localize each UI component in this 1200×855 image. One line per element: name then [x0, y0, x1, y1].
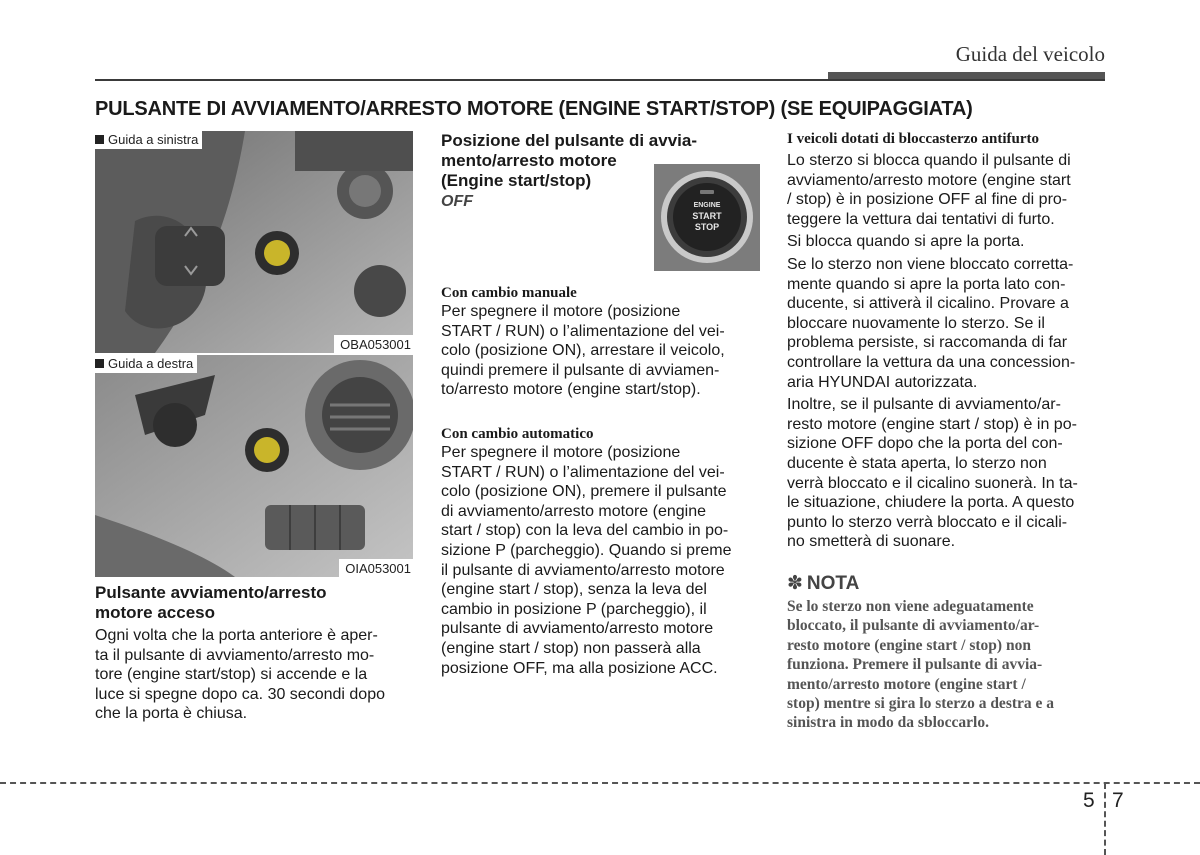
text-line: aria HYUNDAI autorizzata. — [787, 373, 978, 391]
square-bullet-icon — [95, 359, 104, 368]
text-line: verrà bloccato e il cicalino suonerà. In ta- — [787, 474, 1078, 492]
text-line: avviamento/arresto motore (engine start — [787, 171, 1071, 189]
footer-dashed-rule — [0, 782, 1200, 784]
text-line: mente quando si apre la porta lato con- — [787, 275, 1066, 293]
column-right — [787, 131, 1107, 733]
text-line: Ogni volta che la porta anteriore è aper- — [95, 627, 378, 644]
note-line: stop) mentre si gira lo sterzo a destra e a — [787, 694, 1055, 712]
square-bullet-icon — [95, 135, 104, 144]
dashboard-photo-lhd — [95, 131, 413, 353]
note-line: sinistra in modo da sbloccarlo. — [787, 714, 989, 732]
subheading-manual: Con cambio manuale — [441, 285, 577, 301]
text-line: colo (posizione ON), premere il pulsante — [441, 483, 727, 501]
figure-caption-text: Guida a sinistra — [108, 132, 199, 147]
note-line: funziona. Premere il pulsante di avvia- — [787, 656, 1043, 674]
text-line: Inoltre, se il pulsante di avviamento/ar- — [787, 396, 1061, 414]
text-line: sizione OFF dopo che la porta del con- — [787, 435, 1063, 453]
text-line: che la porta è chiusa. — [95, 705, 248, 723]
running-header-title: Guida del veicolo — [955, 42, 1105, 66]
figure-left-hand-drive — [95, 131, 413, 353]
subheading-off: OFF — [441, 193, 473, 210]
note-line: resto motore (engine start / stop) non — [787, 636, 1031, 654]
text-line: resto motore (engine start / stop) è in po- — [787, 415, 1077, 433]
text-line: ta il pulsante di avviamento/arresto mo- — [95, 646, 375, 664]
figure-code: OBA053001 — [334, 335, 413, 353]
note-body — [787, 597, 1107, 733]
column-left — [95, 131, 413, 724]
text-line: il pulsante di avviamento/arresto motore — [441, 561, 725, 579]
note-line: bloccato, il pulsante di avviamento/ar- — [787, 617, 1040, 635]
column-middle — [441, 131, 759, 678]
text-line: (engine start / stop) non passerà alla — [441, 639, 701, 657]
heading-line: (Engine start/stop) — [441, 171, 592, 190]
start-stop-button-icon — [654, 164, 760, 271]
text-line: sizione P (parcheggio). Quando si preme — [441, 541, 732, 559]
text-line: quindi premere il pulsante di avviamen- — [441, 361, 720, 379]
text-line: (engine start / stop), senza la leva del — [441, 581, 707, 599]
text-line: teggere la vettura dai tentativi di furto. — [787, 210, 1055, 228]
text-line: punto lo sterzo verrà bloccato e il cicali- — [787, 513, 1068, 531]
footer-dashed-divider — [1104, 783, 1106, 855]
note-line: Se lo sterzo non viene adeguatamente — [787, 597, 1034, 615]
heading-line: Pulsante avviamento/arresto — [95, 583, 327, 602]
figure-caption — [95, 131, 202, 149]
text-line: Per spegnere il motore (posizione — [441, 303, 681, 320]
text-line: no smetterà di suonare. — [787, 533, 956, 551]
manual-transmission-section — [441, 285, 759, 400]
heading-line: mento/arresto motore — [441, 151, 617, 170]
paragraph-steering-2 — [787, 232, 1107, 252]
subheading-automatic: Con cambio automatico — [441, 425, 594, 442]
text-line: START / RUN) o l’alimentazione del vei- — [441, 463, 725, 481]
subheading-steering-lock: I veicoli dotati di bloccasterzo antifurto — [787, 131, 1040, 147]
engine-start-stop-button-photo — [654, 164, 760, 271]
paragraph-engine-on — [95, 626, 413, 724]
section-heading-engine-on — [95, 583, 413, 623]
text-line: luce si spegne dopo ca. 30 secondi dopo — [95, 685, 385, 703]
button-label-engine: ENGINE — [693, 202, 721, 209]
figure-caption — [95, 355, 197, 373]
automatic-transmission-section — [441, 426, 759, 678]
text-line: START / RUN) o l’alimentazione del vei- — [441, 322, 725, 340]
dashboard-photo-rhd — [95, 355, 413, 577]
text-line: le situazione, chiudere la porta. A questo — [787, 494, 1075, 512]
note-heading — [787, 572, 1107, 595]
text-line: Lo sterzo si blocca quando il pulsante di — [787, 152, 1071, 169]
text-line: pulsante di avviamento/arresto motore — [441, 620, 714, 638]
figure-caption-text: Guida a destra — [108, 356, 194, 371]
paragraph-steering-3 — [787, 255, 1107, 392]
text-line: Per spegnere il motore (posizione — [441, 443, 681, 461]
text-line: controllare la vettura da una concession- — [787, 353, 1076, 371]
text-line: colo (posizione ON), arrestare il veicolo, — [441, 342, 725, 360]
text-line: Se lo sterzo non viene bloccato corretta- — [787, 255, 1074, 273]
text-line: bloccare nuovamente lo sterzo. Se il — [787, 314, 1045, 332]
heading-line: Posizione del pulsante di avvia- — [441, 131, 698, 150]
text-line: posizione OFF, ma alla posizione ACC. — [441, 659, 718, 677]
text-line: cambio in posizione P (parcheggio), il — [441, 600, 707, 618]
page-title: PULSANTE DI AVVIAMENTO/ARRESTO MOTORE (ENGINE START/STOP) (SE EQUIPAGGIATA) — [95, 98, 973, 120]
text-line: tore (engine start/stop) si accende e la — [95, 666, 368, 684]
page-number: 7 — [1112, 789, 1124, 812]
text-line: / stop) è in posizione OFF al fine di pro- — [787, 191, 1068, 209]
figure-code: OIA053001 — [339, 559, 413, 577]
text-line: problema persiste, si raccomanda di far — [787, 334, 1068, 352]
text-line: ducente, si attiverà il cicalino. Provare a — [787, 295, 1069, 313]
paragraph-steering-4 — [787, 395, 1107, 552]
text-line: di avviamento/arresto motore (engine — [441, 502, 707, 520]
note-line: mento/arresto motore (engine start / — [787, 675, 1026, 693]
paragraph-steering-1 — [787, 151, 1107, 229]
asterisk-icon: ✽ — [787, 572, 803, 594]
text-line: to/arresto motore (engine start/stop). — [441, 381, 701, 399]
text-line: start / stop) con la leva del cambio in po- — [441, 522, 729, 540]
chapter-number: 5 — [1083, 789, 1095, 812]
heading-line: motore acceso — [95, 603, 215, 622]
note-title: NOTA — [806, 572, 860, 594]
header-rule — [95, 79, 1105, 81]
button-label-start: START — [692, 211, 722, 221]
button-label-stop: STOP — [694, 222, 720, 232]
figure-right-hand-drive — [95, 355, 413, 577]
text-line: Si blocca quando si apre la porta. — [787, 233, 1025, 251]
text-line: ducente è stata aperta, lo sterzo non — [787, 454, 1047, 472]
